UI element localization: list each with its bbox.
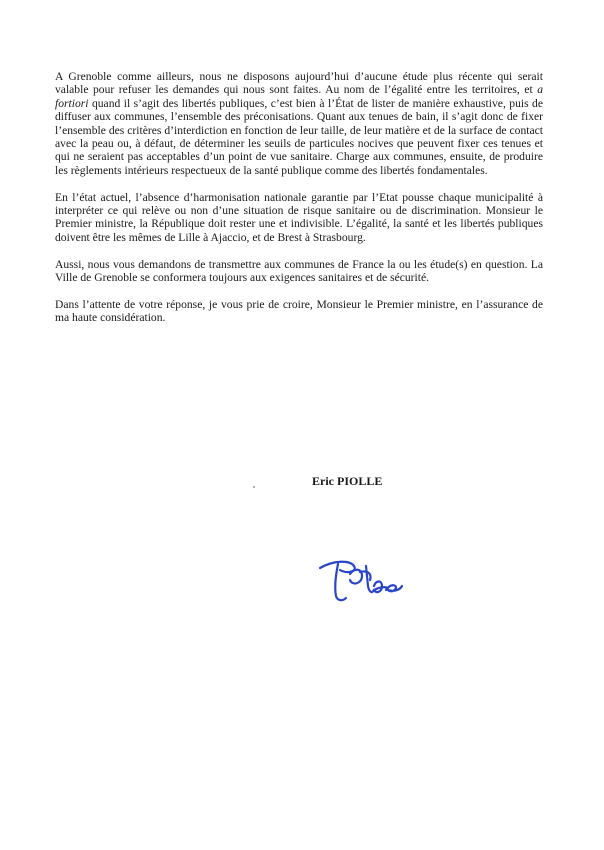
paragraph-study-request [55, 70, 543, 177]
paragraph-text: Aussi, nous vous demandons de transmettre aux communes de France la ou les étude(s) en question. La Ville de Grenoble se conformera toujours aux exigences sanitaires et de sécurité. [55, 257, 543, 285]
scan-speck [253, 486, 255, 488]
paragraph-harmonisation [55, 191, 543, 245]
letter-body [55, 70, 543, 338]
paragraph-transmit-request [55, 258, 543, 285]
handwritten-signature [316, 556, 406, 606]
paragraph-text: Dans l’attente de votre réponse, je vous prie de croire, Monsieur le Premier ministre, en l’assurance de ma haute considération. [55, 297, 543, 325]
paragraph-emphasis: a fortiori [55, 83, 543, 110]
paragraph-text: A Grenoble comme ailleurs, nous ne disposons aujourd’hui d’aucune étude plus récente qui serait valable pour refuser les demandes qui nous sont faites. Au nom de l’égalité entre les territoires, et [55, 70, 543, 97]
paragraph-text: quand il s’agit des libertés publiques, c’est bien à l’État de lister de manière exhaustive, puis de diffuser aux communes, l’ensemble des préconisations. Quant aux tenues de bain, il s’agit donc de fixer l’ensemble des critères d’interdiction en fonction de leur taille, de leur matière et de la surface de contact avec la peau ou, à défaut, de déterminer les seuils de particules nocives que peuvent fixer ces tenues et qui ne seraient pas acceptables d’un point de vue sanitaire. Charge aux communes, ensuite, de produire les règlements intérieurs respectueux de la santé publique comme des libertés fondamentales. [55, 96, 543, 177]
paragraph-text: En l’état actuel, l’absence d’harmonisation nationale garantie par l’Etat pousse chaque municipalité à interpréter ce qui relève ou non d’une situation de risque sanitaire ou de discrimination. Monsieur le Premier ministre, la République doit rester une et indivisible. L’égalité, la santé et les libertés publiques doivent être les mêmes de Lille à Ajaccio, et de Brest à Strasbourg. [55, 190, 543, 244]
paragraph-closing [55, 298, 543, 325]
signer-name: Eric PIOLLE [312, 474, 383, 488]
